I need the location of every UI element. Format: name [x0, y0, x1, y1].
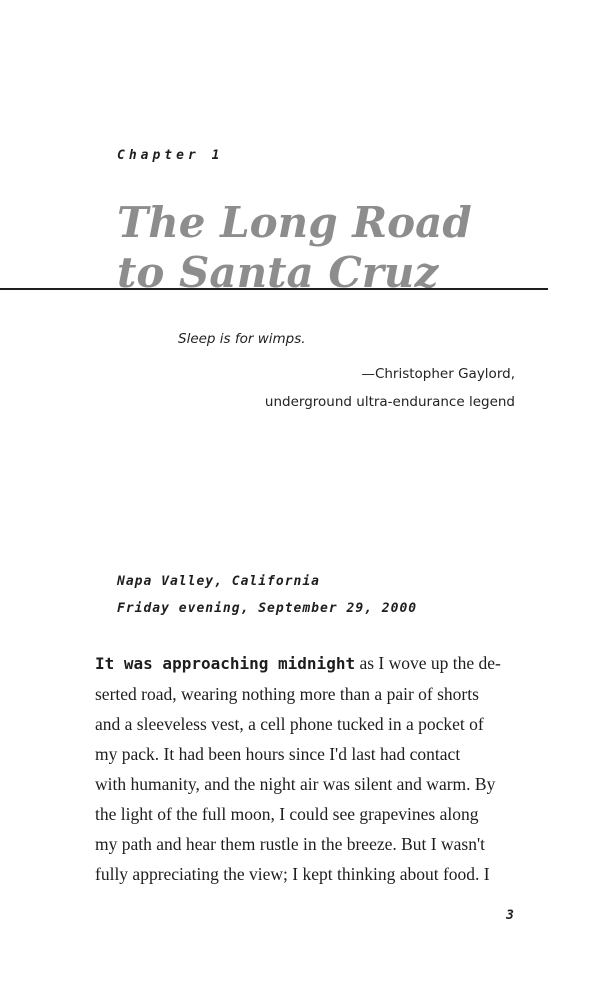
- chapter-title: [117, 198, 547, 298]
- chapter-title-line: The Long Road: [117, 198, 472, 247]
- body-line: fully appreciating the view; I kept thinking about food. I: [95, 864, 490, 884]
- dateline-date: Friday evening, September 29, 2000: [117, 601, 418, 616]
- epigraph-attribution: [265, 360, 515, 416]
- epigraph-quote: Sleep is for wimps.: [178, 331, 306, 347]
- epigraph-attribution-line: —Christopher Gaylord,: [361, 366, 515, 382]
- body-line: and a sleeveless vest, a cell phone tucked in a pocket of: [95, 714, 484, 734]
- body-line: my pack. It had been hours since I'd last had contact: [95, 744, 461, 764]
- body-line: [95, 648, 545, 679]
- dateline-place: Napa Valley, California: [117, 574, 321, 589]
- epigraph-attribution-line: underground ultra-endurance legend: [264, 394, 515, 410]
- page-number: 3: [506, 908, 514, 923]
- body-line: serted road, wearing nothing more than a pair of shorts: [95, 684, 479, 704]
- dateline: [117, 568, 417, 622]
- lead-in-text: It was approaching midnight: [95, 654, 356, 673]
- chapter-label: Chapter 1: [117, 148, 224, 163]
- body-line: my path and hear them rustle in the breeze. But I wasn't: [95, 834, 485, 854]
- body-line: with humanity, and the night air was silent and warm. By: [95, 774, 496, 794]
- body-paragraph: [95, 648, 545, 889]
- title-rule: [0, 288, 548, 290]
- body-line: the light of the full moon, I could see grapevines along: [95, 804, 479, 824]
- body-line-rest: as I wove up the de-: [355, 653, 501, 673]
- chapter-title-line: to Santa Cruz: [117, 248, 439, 297]
